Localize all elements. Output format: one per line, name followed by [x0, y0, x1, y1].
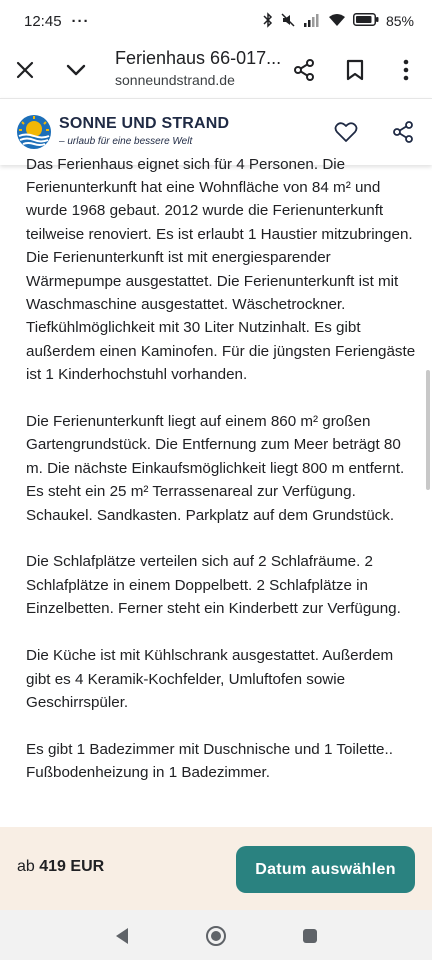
back-button[interactable] [110, 924, 134, 948]
paragraph-bathroom: Es gibt 1 Badezimmer mit Duschnische und 1 Toilette.. Fußbodenheizung in 1 Badezimmer. [26, 740, 393, 782]
price-value: 419 EUR [39, 858, 105, 875]
scrollbar[interactable] [426, 370, 430, 490]
browser-toolbar [0, 42, 432, 98]
more-vert-icon [403, 59, 409, 81]
price-label [17, 858, 104, 876]
recents-button[interactable] [298, 924, 322, 948]
description-text [26, 155, 416, 808]
paragraph-features: Das Ferienhaus eignet sich für 4 Personen. Die Ferienunterkunft hat eine Wohnfläche von 84 m² und wurde 1968 gebaut. 2012 wurde die Ferienunterkunft teilweise renoviert. Es ist erlaubt 1 Haustier mitzubringen. Die Ferienunterkunft ist mit energiesparender Wärmepumpe ausgestattet. Die Ferienunterkunft ist mit Waschmaschine ausgestattet. Wäschetrockner. Tiefkühlmöglichkeit mit 30 Liter Nutzinhalt. Es gibt außerdem einen Kaminofen. Für die jüngsten Feriengäste ist 1 Kinderhochstuhl vorhanden. [26, 155, 416, 384]
status-bar [0, 0, 432, 42]
heart-icon [334, 121, 358, 143]
favorite-button[interactable] [328, 114, 364, 150]
site-logo[interactable] [16, 114, 52, 155]
wifi-icon [328, 13, 346, 30]
brand[interactable] [59, 115, 229, 147]
paragraph-kitchen: Die Küche ist mit Kühlschrank ausgestattet. Außerdem gibt es 4 Keramik-Kochfelder, Umluftofen sowie Geschirrspüler. [26, 647, 394, 711]
url-bar[interactable] [115, 48, 281, 88]
back-icon [114, 927, 130, 945]
share-icon [392, 121, 414, 143]
brand-tagline: – urlaub für eine bessere Welt [59, 136, 193, 147]
home-button[interactable] [204, 924, 228, 948]
battery-percent: 85% [385, 13, 414, 29]
status-time: 12:45 [24, 12, 62, 30]
share-icon [293, 59, 315, 81]
close-icon [15, 60, 35, 80]
booking-bar [0, 827, 432, 910]
bookmark-icon [346, 59, 364, 81]
site-share-button[interactable] [385, 114, 421, 150]
sun-logo-icon [16, 114, 52, 150]
more-options-button[interactable] [388, 52, 424, 88]
bluetooth-icon [263, 12, 273, 31]
select-date-button[interactable]: Datum auswählen [236, 846, 415, 893]
brand-name: SONNE UND STRAND [59, 115, 230, 132]
home-icon [205, 925, 227, 947]
paragraph-bedrooms: Die Schlafplätze verteilen sich auf 2 Schlafräume. 2 Schlafplätze in einem Doppelbett. 2 Schlafplätze in Einzelbetten. Ferner steht ein Kinderbett zur Verfügung. [26, 553, 401, 618]
chevron-down-icon [65, 63, 87, 77]
paragraph-location: Die Ferienunterkunft liegt auf einem 860 m² großen Gartengrundstück. Die Entfernung zum Meer beträgt 80 m. Die nächste Einkaufsmöglichkeit liegt 800 m entfernt. Es steht ein 25 m² Terrassenareal zur Verfügung. Schaukel. Sandkasten. Parkplatz auf dem Grundstück. [26, 413, 405, 524]
description-content [0, 155, 432, 827]
close-tab-button[interactable] [7, 52, 43, 88]
notification-dots: ··· [71, 12, 90, 30]
mute-icon [280, 12, 296, 31]
signal-icon [303, 13, 321, 30]
recents-icon [302, 928, 318, 944]
page-title: Ferienhaus 66-017... [115, 48, 282, 68]
expand-button[interactable] [58, 52, 94, 88]
system-nav-bar [0, 910, 432, 960]
bookmark-button[interactable] [337, 52, 373, 88]
page-host: sonneundstrand.de [115, 72, 235, 88]
battery-icon [353, 13, 379, 29]
price-prefix: ab [17, 858, 35, 875]
share-button[interactable] [286, 52, 322, 88]
